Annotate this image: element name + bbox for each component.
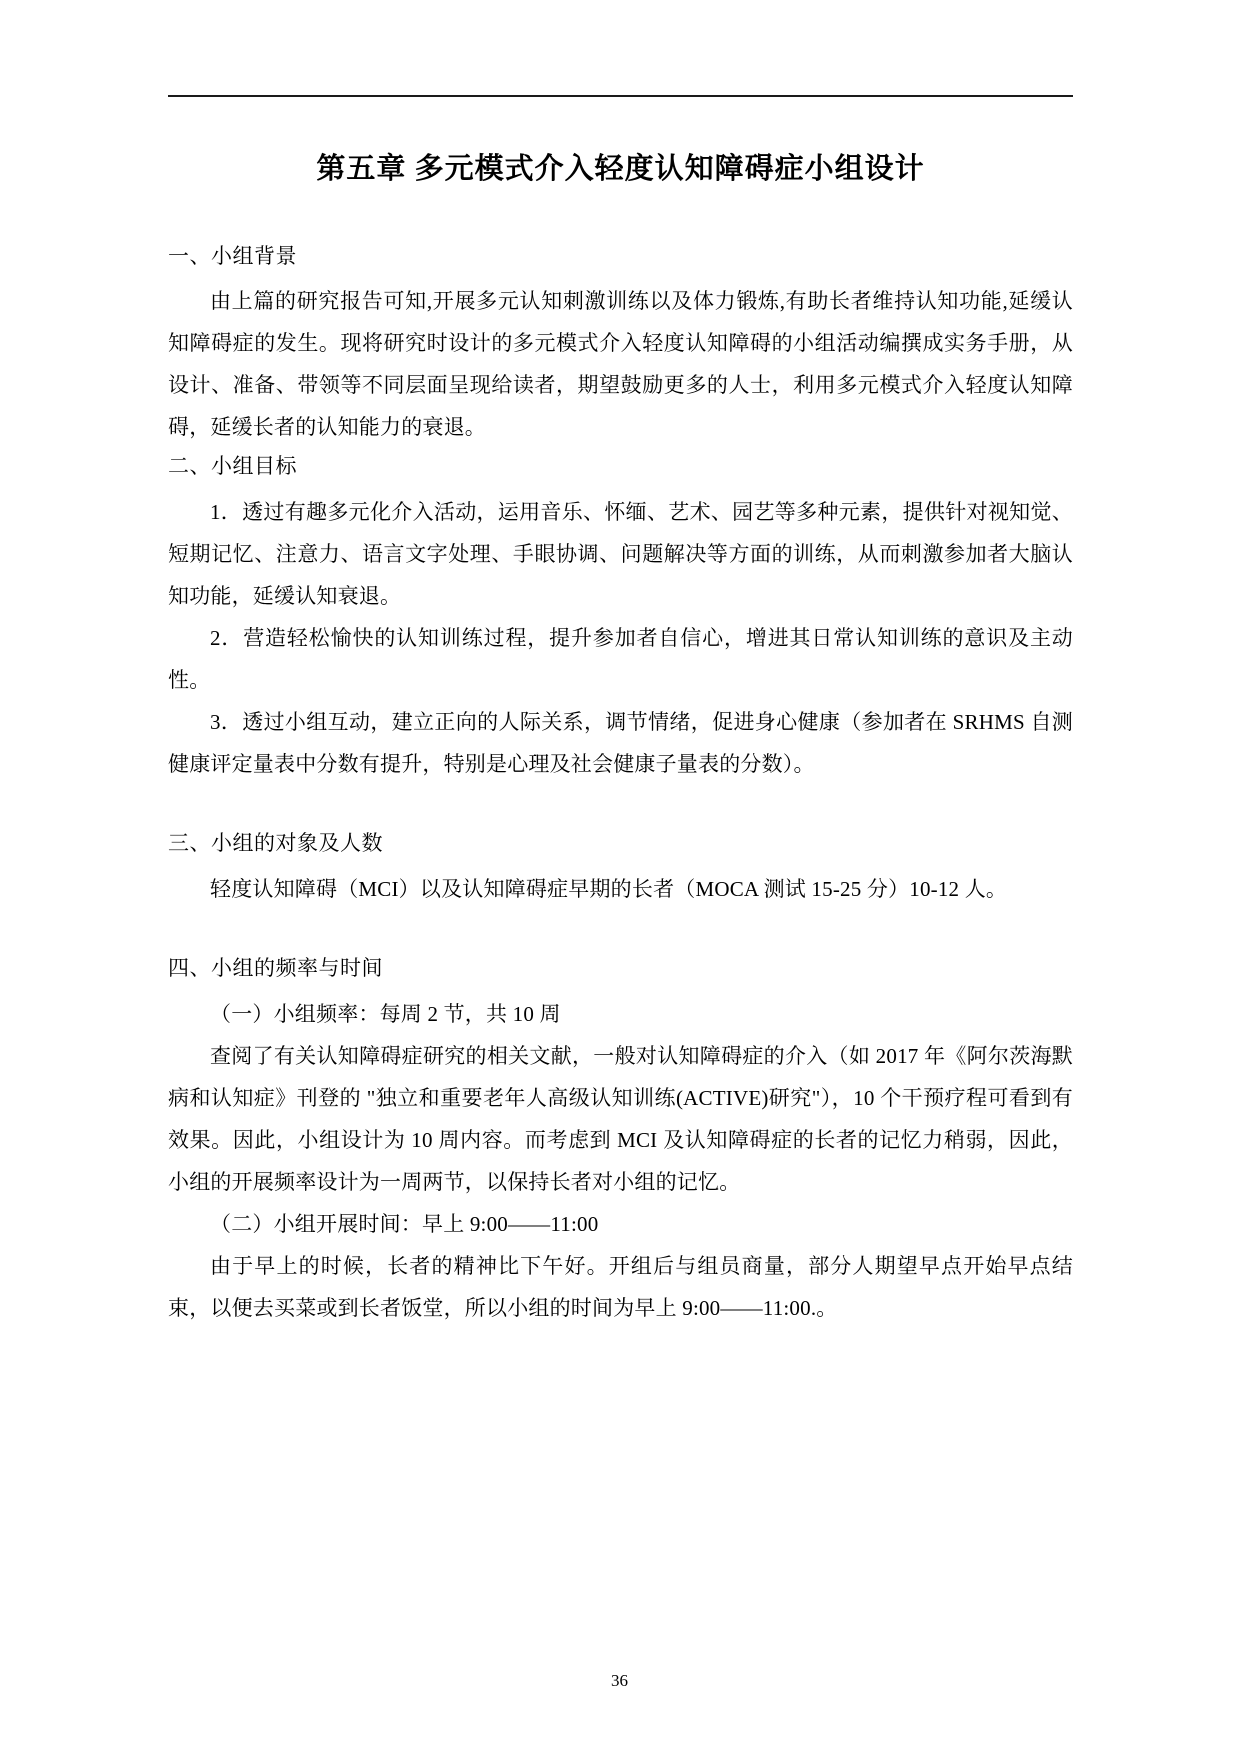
section-goals: [168, 448, 1073, 785]
paragraph-time-1: （二）小组开展时间：早上 9:00——11:00: [210, 1211, 599, 1236]
section-heading-frequency: 四、小组的频率与时间: [168, 955, 383, 980]
header-divider: [168, 95, 1073, 97]
section-heading-participants: 三、小组的对象及人数: [168, 831, 383, 856]
spacer-1: [168, 785, 1073, 825]
spacer-2: [168, 910, 1073, 950]
paragraph-goal-2: 2．营造轻松愉快的认知训练过程，提升参加者自信心，增进其日常认知训练的意识及主动性。: [168, 626, 1073, 693]
paragraph-goal-3: 3．透过小组互动，建立正向的人际关系，调节情绪，促进身心健康（参加者在 SRHMS 自测健康评定量表中分数有提升，特别是心理及社会健康子量表的分数）。: [168, 710, 1073, 777]
paragraph-time-2: 由于早上的时候，长者的精神比下午好。开组后与组员商量，部分人期望早点开始早点结束，以便去买菜或到长者饭堂，所以小组的时间为早上 9:00——11:00.。: [168, 1253, 1073, 1320]
paragraph-frequency-2: 查阅了有关认知障碍症研究的相关文献，一般对认知障碍症的介入（如 2017 年《阿尔茨海默病和认知症》刊登的 "独立和重要老年人高级认知训练(ACTIVE)研究"），10 个干预疗程可看到有效果。因此，小组设计为 10 周内容。而考虑到 MCI 及认知障碍症的长者的记忆力稍弱，因此，小组的开展频率设计为一周两节，以保持长者对小组的记忆。: [168, 1043, 1073, 1194]
section-heading-background: 一、小组背景: [168, 243, 297, 268]
section-background: [168, 238, 1073, 449]
page-content: [168, 95, 1073, 1329]
paragraph-goal-1: 1．透过有趣多元化介入活动，运用音乐、怀缅、艺术、园艺等多种元素，提供针对视知觉、短期记忆、注意力、语言文字处理、手眼协调、问题解决等方面的训练，从而刺激参加者大脑认知功能，延缓认知衰退。: [168, 500, 1073, 609]
section-frequency: [168, 950, 1073, 1329]
page-title: 第五章 多元模式介入轻度认知障碍症小组设计: [316, 153, 925, 185]
section-heading-goals: 二、小组目标: [168, 454, 297, 479]
section-participants: [168, 825, 1073, 910]
paragraph-frequency-1: （一）小组频率：每周 2 节，共 10 周: [210, 1001, 561, 1026]
paragraph-participants-1: 轻度认知障碍（MCI）以及认知障碍症早期的长者（MOCA 测试 15-25 分）10-12 人。: [210, 876, 1008, 901]
page-number: 36: [611, 1671, 628, 1690]
paragraph-background-1: 由上篇的研究报告可知,开展多元认知刺激训练以及体力锻炼,有助长者维持认知功能,延缓认知障碍症的发生。现将研究时设计的多元模式介入轻度认知障碍的小组活动编撰成实务手册，从设计、准备、带领等不同层面呈现给读者，期望鼓励更多的人士，利用多元模式介入轻度认知障碍，延缓长者的认知能力的衰退。: [168, 289, 1073, 440]
